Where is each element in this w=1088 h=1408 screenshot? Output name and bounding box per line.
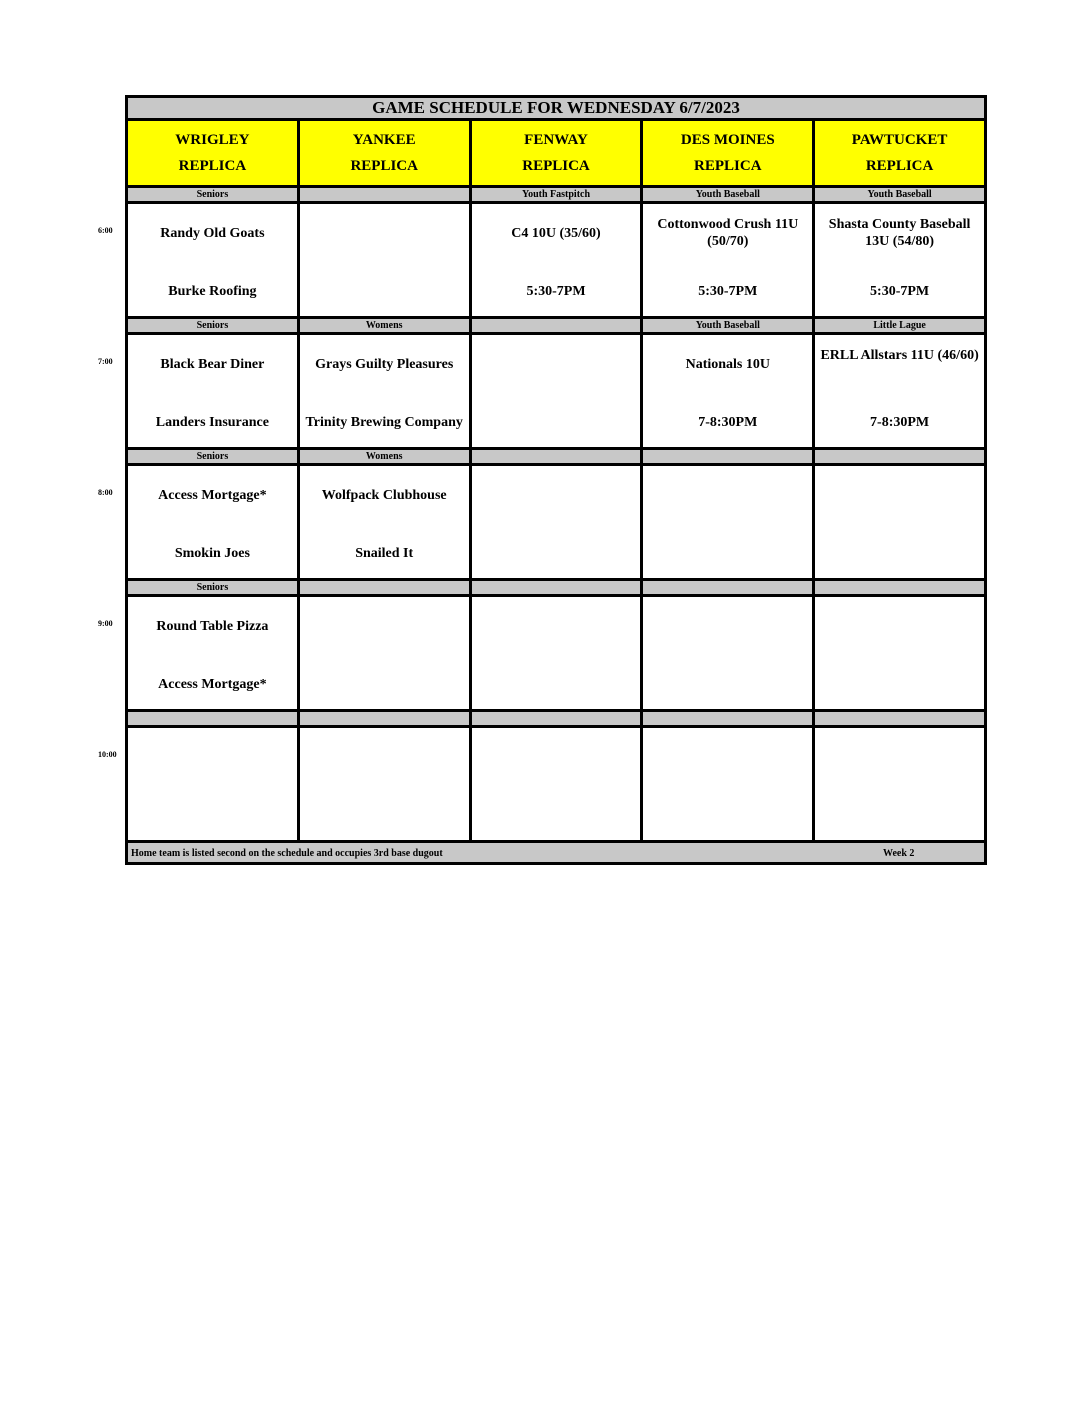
field-subtitle: REPLICA <box>178 158 247 174</box>
game-cell <box>642 203 814 318</box>
home-team: 5:30-7PM <box>698 284 758 299</box>
division-label <box>127 711 299 727</box>
schedule-table <box>125 95 987 865</box>
game-cell <box>642 465 814 580</box>
game-cell <box>814 203 986 318</box>
visiting-team: Cottonwood Crush 11U (50/70) <box>657 217 799 249</box>
division-label <box>814 711 986 727</box>
visiting-team: Access Mortgage* <box>158 488 267 503</box>
field-header <box>470 120 642 187</box>
game-cell <box>470 596 642 711</box>
field-subtitle: REPLICA <box>350 158 418 174</box>
home-team: 7-8:30PM <box>870 415 930 430</box>
division-label <box>298 711 470 727</box>
game-cell <box>814 596 986 711</box>
field-subtitle: REPLICA <box>694 158 762 174</box>
division-label: Seniors <box>127 187 299 203</box>
home-team: Access Mortgage* <box>158 677 267 692</box>
game-cell <box>814 727 986 842</box>
game-cell <box>127 334 299 449</box>
game-cell <box>298 334 470 449</box>
division-label <box>470 318 642 334</box>
field-name: PAWTUCKET <box>851 132 948 148</box>
division-label: Youth Baseball <box>814 187 986 203</box>
visiting-team: Shasta County Baseball 13U (54/80) <box>828 217 971 249</box>
game-cell <box>642 334 814 449</box>
game-cell <box>470 334 642 449</box>
game-cell <box>127 465 299 580</box>
field-name: FENWAY <box>524 132 588 148</box>
field-header <box>127 120 299 187</box>
game-cell <box>127 596 299 711</box>
visiting-team: Round Table Pizza <box>156 619 269 634</box>
game-cell <box>470 727 642 842</box>
division-label <box>642 711 814 727</box>
game-cell <box>642 596 814 711</box>
division-label: Seniors <box>127 318 299 334</box>
time-label: 10:00 <box>98 749 117 759</box>
game-cell <box>814 465 986 580</box>
visiting-team: Nationals 10U <box>685 357 770 372</box>
field-subtitle: REPLICA <box>865 158 934 174</box>
field-name: YANKEE <box>352 132 416 148</box>
time-label: 7:00 <box>98 356 113 366</box>
home-team: Trinity Brewing Company <box>305 415 463 430</box>
division-label: Youth Fastpitch <box>470 187 642 203</box>
game-cell <box>127 203 299 318</box>
home-team: Landers Insurance <box>155 415 269 430</box>
time-label: 8:00 <box>98 487 113 497</box>
division-label <box>642 449 814 465</box>
game-cell <box>298 596 470 711</box>
game-cell <box>470 203 642 318</box>
field-header <box>298 120 470 187</box>
game-cell <box>642 727 814 842</box>
division-label: Womens <box>298 449 470 465</box>
division-label <box>470 449 642 465</box>
division-label <box>642 580 814 596</box>
visiting-team: Grays Guilty Pleasures <box>315 357 454 372</box>
visiting-team: C4 10U (35/60) <box>511 226 601 241</box>
division-label <box>298 187 470 203</box>
visiting-team: ERLL Allstars 11U (46/60) <box>820 348 979 363</box>
division-label: Seniors <box>127 580 299 596</box>
footer-note: Home team is listed second on the schedule and occupies 3rd base dugout <box>131 848 443 859</box>
visiting-team: Black Bear Diner <box>160 357 265 372</box>
division-label: Seniors <box>127 449 299 465</box>
division-label <box>470 580 642 596</box>
division-label: Youth Baseball <box>642 187 814 203</box>
game-cell <box>298 203 470 318</box>
home-team: Burke Roofing <box>168 284 257 299</box>
home-team: 5:30-7PM <box>870 284 930 299</box>
field-header <box>814 120 986 187</box>
home-team: 7-8:30PM <box>698 415 758 430</box>
visiting-team: Randy Old Goats <box>160 226 265 241</box>
division-label: Womens <box>298 318 470 334</box>
schedule-footer <box>127 842 986 864</box>
game-cell <box>814 334 986 449</box>
division-label <box>814 580 986 596</box>
division-label: Little Lague <box>814 318 986 334</box>
field-subtitle: REPLICA <box>522 158 590 174</box>
visiting-team: Wolfpack Clubhouse <box>321 488 447 503</box>
game-cell <box>127 727 299 842</box>
home-team: 5:30-7PM <box>526 284 586 299</box>
division-label <box>298 580 470 596</box>
division-label <box>814 449 986 465</box>
field-header <box>642 120 814 187</box>
home-team: Snailed It <box>355 546 414 561</box>
week-label: Week 2 <box>883 848 915 859</box>
division-label: Youth Baseball <box>642 318 814 334</box>
game-cell <box>298 465 470 580</box>
time-label: 9:00 <box>98 618 113 628</box>
game-cell <box>298 727 470 842</box>
time-label: 6:00 <box>98 225 113 235</box>
schedule-title: GAME SCHEDULE FOR WEDNESDAY 6/7/2023 <box>127 97 986 120</box>
home-team: Smokin Joes <box>174 546 250 561</box>
game-cell <box>470 465 642 580</box>
field-name: WRIGLEY <box>175 132 250 148</box>
field-name: DES MOINES <box>680 132 775 148</box>
division-label <box>470 711 642 727</box>
